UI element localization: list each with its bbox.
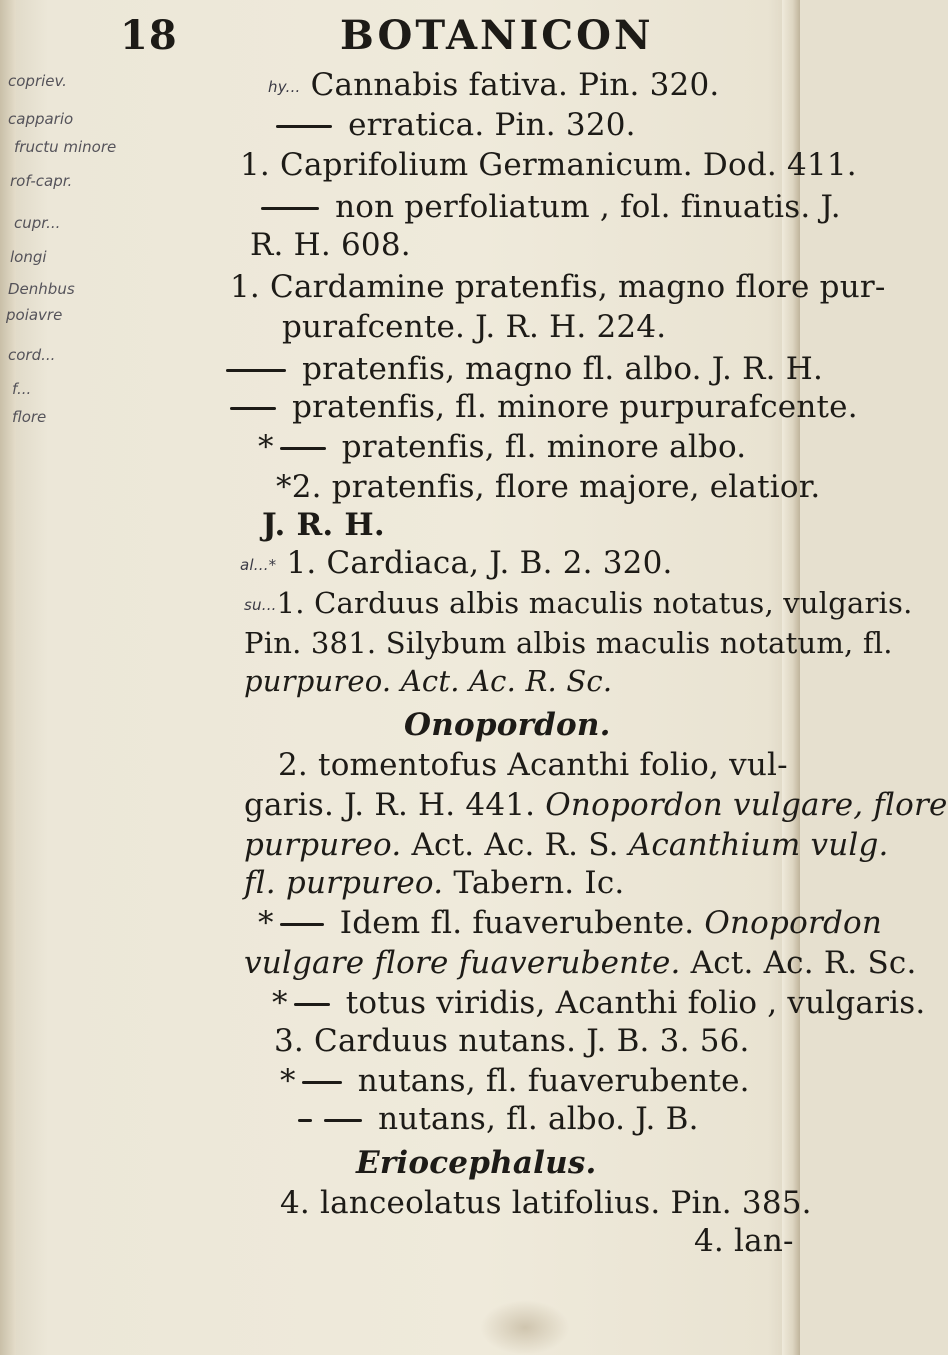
genus-heading: Onopordon. <box>404 707 611 743</box>
entry-line: garis. J. R. H. 441. Onopordon vulgare, flore <box>244 787 948 823</box>
margin-note: cord... <box>8 346 56 364</box>
entry-line: * nutans, fl. fuaverubente. <box>280 1063 750 1099</box>
entry-line: * totus viridis, Acanthi folio , vulgaris. <box>272 985 926 1021</box>
entry-line: al...* 1. Cardiaca, J. B. 2. 320. <box>240 545 673 581</box>
entry-line: fl. purpureo. Tabern. Ic. <box>244 865 625 901</box>
margin-note: f... <box>12 380 32 398</box>
genus-heading: Eriocephalus. <box>356 1145 597 1181</box>
margin-note: cappario <box>8 110 74 128</box>
margin-note: Denhbus <box>8 280 75 298</box>
entry-line: su...1. Carduus albis maculis notatus, vulgaris. <box>244 586 913 620</box>
entry-line: 1. Caprifolium Germanicum. Dod. 411. <box>240 147 857 183</box>
entry-line: *2. pratenfis, flore majore, elatior. <box>276 469 821 505</box>
entry-line: 4. lanceolatus latifolius. Pin. 385. <box>280 1185 812 1221</box>
page-number: 18 <box>120 12 178 59</box>
entry-line: purpureo. Act. Ac. R. S. Acanthium vulg. <box>244 827 889 863</box>
margin-note: flore <box>12 408 47 426</box>
entry-line: 1. Cardamine pratenfis, magno flore pur- <box>230 269 886 305</box>
entry-line: pratenfis, fl. minore purpurafcente. <box>224 388 858 426</box>
entry-line: vulgare flore fuaverubente. Act. Ac. R. Sc. <box>244 945 917 981</box>
margin-note: poiavre <box>6 306 63 324</box>
entry-line: R. H. 608. <box>250 227 411 263</box>
entry-line: Pin. 381. Silybum albis maculis notatum, fl. <box>244 626 893 660</box>
entry-line: non perfoliatum , fol. finuatis. J. <box>255 188 841 226</box>
entry-line: 2. tomentofus Acanthi folio, vul- <box>278 747 788 783</box>
margin-note: copriev. <box>8 72 67 90</box>
entry-line: * pratenfis, fl. minore albo. <box>258 429 747 465</box>
entry-line: pratenfis, magno fl. albo. J. R. H. <box>220 350 823 388</box>
entry-line: erratica. Pin. 320. <box>270 106 636 144</box>
running-title: BOTANICON <box>340 12 654 59</box>
entry-line: * Idem fl. fuaverubente. Onopordon <box>258 905 883 941</box>
entry-line: J. R. H. <box>262 507 385 543</box>
entry-line: nutans, fl. albo. J. B. <box>292 1100 699 1138</box>
margin-note: cupr... <box>14 214 61 232</box>
catchword: 4. lan- <box>694 1223 794 1259</box>
entry-line: purpureo. Act. Ac. R. Sc. <box>244 664 613 698</box>
margin-note: rof-capr. <box>10 172 73 190</box>
entry-line: hy... Cannabis fativa. Pin. 320. <box>268 67 720 103</box>
entry-line: purafcente. J. R. H. 224. <box>282 309 667 345</box>
entry-line: 3. Carduus nutans. J. B. 3. 56. <box>274 1023 750 1059</box>
margin-note: longi <box>10 248 47 266</box>
margin-note: fructu minore <box>14 138 117 156</box>
